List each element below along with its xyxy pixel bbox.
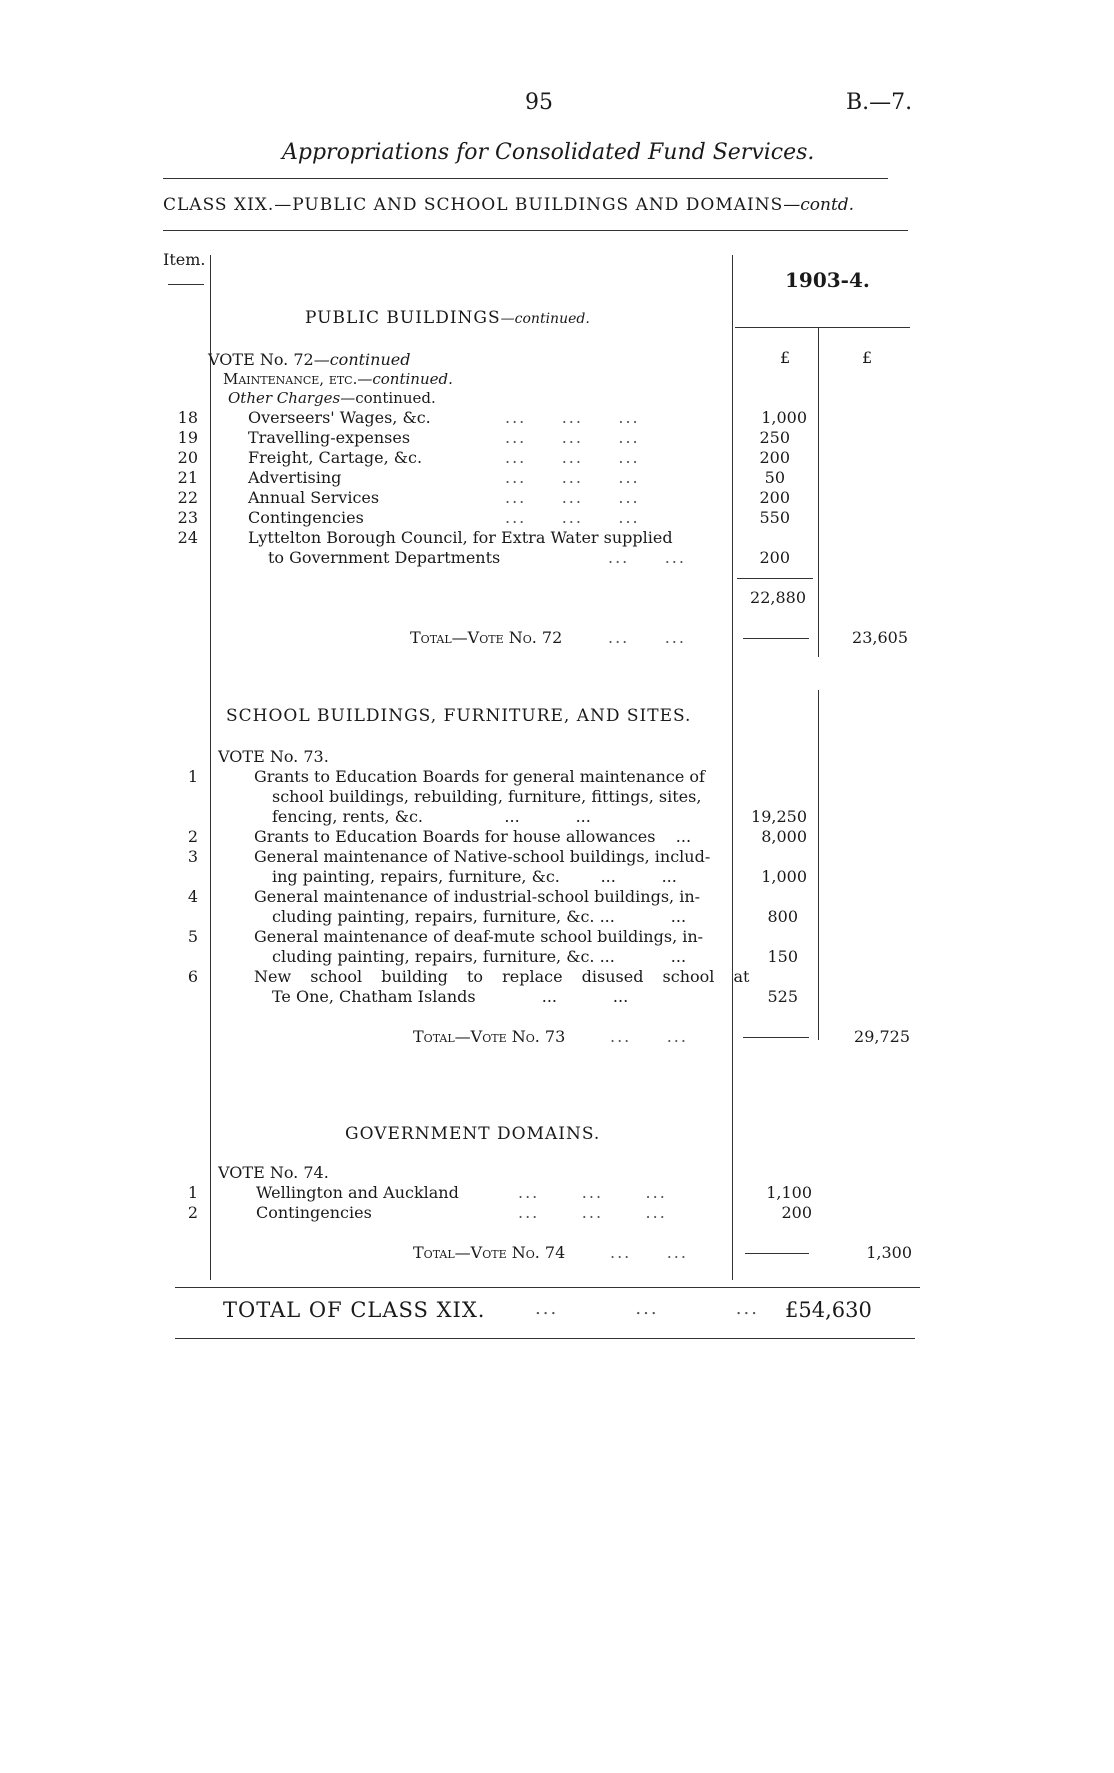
vote-74-total: 1,300: [866, 1243, 912, 1262]
item-amount: 200: [781, 1203, 812, 1222]
amount-column-rule: [818, 327, 819, 657]
leader-dots: ... ... ...: [505, 448, 640, 467]
item-number: 2: [187, 827, 198, 846]
class-heading-text: CLASS XIX.—PUBLIC AND SCHOOL BUILDINGS AND DOMAINS: [163, 195, 784, 215]
item-description: Grants to Education Boards for house allowances ...: [254, 827, 692, 846]
item-number: 3: [187, 847, 198, 866]
item-header-rule: [168, 284, 204, 285]
item-description: General maintenance of deaf-mute school buildings, in-: [254, 927, 704, 946]
grand-total-dots: ... ... ...: [535, 1298, 759, 1319]
item-amount: 800: [767, 907, 798, 926]
item-amount: 550: [759, 508, 790, 527]
vote-74-total-label: Total—Vote No. 74: [413, 1243, 566, 1262]
item-description-continued: fencing, rents, &c. ... ...: [272, 807, 591, 826]
public-buildings-heading: [305, 308, 590, 328]
leader-dots: ... ... ...: [505, 428, 640, 447]
subtotal-rule: [737, 578, 813, 579]
grand-total-label: TOTAL OF CLASS XIX.: [223, 1298, 486, 1322]
item-description-continued: ing painting, repairs, furniture, &c. ... ...: [272, 867, 677, 886]
leader-dots: ... ...: [610, 1027, 688, 1046]
item-amount: 200: [759, 548, 790, 567]
maintenance-subheading: [223, 370, 453, 388]
leader-dots: ... ... ...: [505, 488, 640, 507]
document-reference: B.—7.: [846, 90, 913, 115]
item-description: General maintenance of industrial-school buildings, in-: [254, 887, 701, 906]
public-buildings-heading-text: PUBLIC BUILDINGS: [305, 308, 501, 328]
vote-72-suffix: —continued: [313, 350, 411, 369]
vote-74-label: VOTE No. 74.: [218, 1163, 329, 1182]
title-rule: [163, 178, 888, 179]
school-buildings-heading: SCHOOL BUILDINGS, FURNITURE, AND SITES.: [226, 706, 692, 726]
currency-symbol-b: £: [862, 348, 873, 367]
leader-dots: ... ...: [610, 1243, 688, 1262]
item-number: 24: [177, 528, 198, 547]
leader-dots: ... ... ...: [518, 1183, 667, 1202]
vote-72-label: [208, 350, 410, 369]
leader-dots: ... ... ...: [505, 468, 640, 487]
government-domains-heading: GOVERNMENT DOMAINS.: [345, 1124, 601, 1144]
item-number: 19: [177, 428, 198, 447]
item-amount: 19,250: [751, 807, 807, 826]
item-amount: 1,000: [761, 867, 807, 886]
item-amount: 200: [759, 488, 790, 507]
item-description: Travelling-expenses: [248, 428, 411, 447]
item-description: Contingencies: [248, 508, 364, 527]
item-description-continued: Te One, Chatham Islands ... ...: [272, 987, 629, 1006]
vote-72-subtotal: 22,880: [750, 588, 806, 607]
item-number: 2: [187, 1203, 198, 1222]
maintenance-suffix: —continued.: [357, 370, 453, 388]
item-description-continued: school buildings, rebuilding, furniture, fittings, sites,: [272, 787, 702, 806]
item-number: 5: [187, 927, 198, 946]
item-description-continued: cluding painting, repairs, furniture, &c. ... ...: [272, 907, 687, 926]
item-description-continued: cluding painting, repairs, furniture, &c. ... ...: [272, 947, 687, 966]
item-description: New school building to replace disused school at: [254, 967, 750, 986]
item-number: 21: [177, 468, 198, 487]
item-amount: 150: [767, 947, 798, 966]
vote-73-total: 29,725: [854, 1027, 910, 1046]
grand-total-top-rule: [175, 1287, 920, 1288]
item-description: Freight, Cartage, &c.: [248, 448, 423, 467]
vote-73-total-label: Total—Vote No. 73: [413, 1027, 566, 1046]
item-description-continued: to Government Departments: [268, 548, 501, 567]
year-column-header: 1903-4.: [785, 268, 870, 292]
item-amount: 1,100: [766, 1183, 812, 1202]
grand-total-amount: £54,630: [785, 1298, 872, 1322]
item-number: 23: [177, 508, 198, 527]
maintenance-text: Maintenance, etc.: [223, 370, 358, 388]
other-charges-subheading: [228, 389, 436, 407]
page-title: Appropriations for Consolidated Fund Services.: [282, 140, 815, 165]
item-column-rule: [210, 255, 211, 1280]
item-description: Contingencies: [256, 1203, 372, 1222]
vote-72-total-label: Total—Vote No. 72: [410, 628, 563, 647]
grand-total-bottom-rule: [175, 1338, 915, 1339]
vote-72-total: 23,605: [852, 628, 908, 647]
leader-dots: ... ... ...: [505, 408, 640, 427]
page-number: 95: [525, 90, 553, 115]
item-amount: 50: [764, 468, 785, 487]
item-amount: 8,000: [761, 827, 807, 846]
item-description: Overseers' Wages, &c.: [248, 408, 431, 427]
item-column-header: Item.: [163, 250, 206, 269]
item-amount: 200: [759, 448, 790, 467]
item-amount: 525: [767, 987, 798, 1006]
item-number: 18: [177, 408, 198, 427]
item-description: Advertising: [248, 468, 342, 487]
leader-dots: ... ...: [608, 628, 686, 647]
leader-dots: ... ... ...: [505, 508, 640, 527]
item-amount: 1,000: [761, 408, 807, 427]
item-number: 6: [187, 967, 198, 986]
item-description: Wellington and Auckland: [256, 1183, 459, 1202]
total-dash: [745, 1253, 809, 1254]
item-description: Lyttelton Borough Council, for Extra Water supplied: [248, 528, 673, 547]
class-heading: [163, 195, 854, 215]
item-number: 20: [177, 448, 198, 467]
item-number: 22: [177, 488, 198, 507]
item-amount: 250: [759, 428, 790, 447]
class-heading-suffix: —contd.: [783, 195, 855, 215]
class-heading-rule: [163, 230, 908, 231]
vote-72-text: VOTE No. 72: [208, 350, 314, 369]
item-number: 4: [187, 887, 198, 906]
other-charges-suffix: —continued.: [340, 389, 436, 407]
public-buildings-heading-suffix: —continued.: [500, 311, 590, 327]
item-description: General maintenance of Native-school buildings, includ-: [254, 847, 711, 866]
item-number: 1: [187, 1183, 198, 1202]
item-description: Annual Services: [248, 488, 380, 507]
leader-dots: ... ... ...: [518, 1203, 667, 1222]
leader-dots: ... ...: [608, 548, 686, 567]
other-charges-text: Other Charges: [228, 389, 341, 407]
vote-73-label: VOTE No. 73.: [218, 747, 329, 766]
amount-column-rule-b: [818, 690, 819, 1040]
item-number: 1: [187, 767, 198, 786]
currency-symbol-a: £: [780, 348, 791, 367]
item-description: Grants to Education Boards for general maintenance of: [254, 767, 705, 786]
year-header-rule: [735, 327, 910, 328]
